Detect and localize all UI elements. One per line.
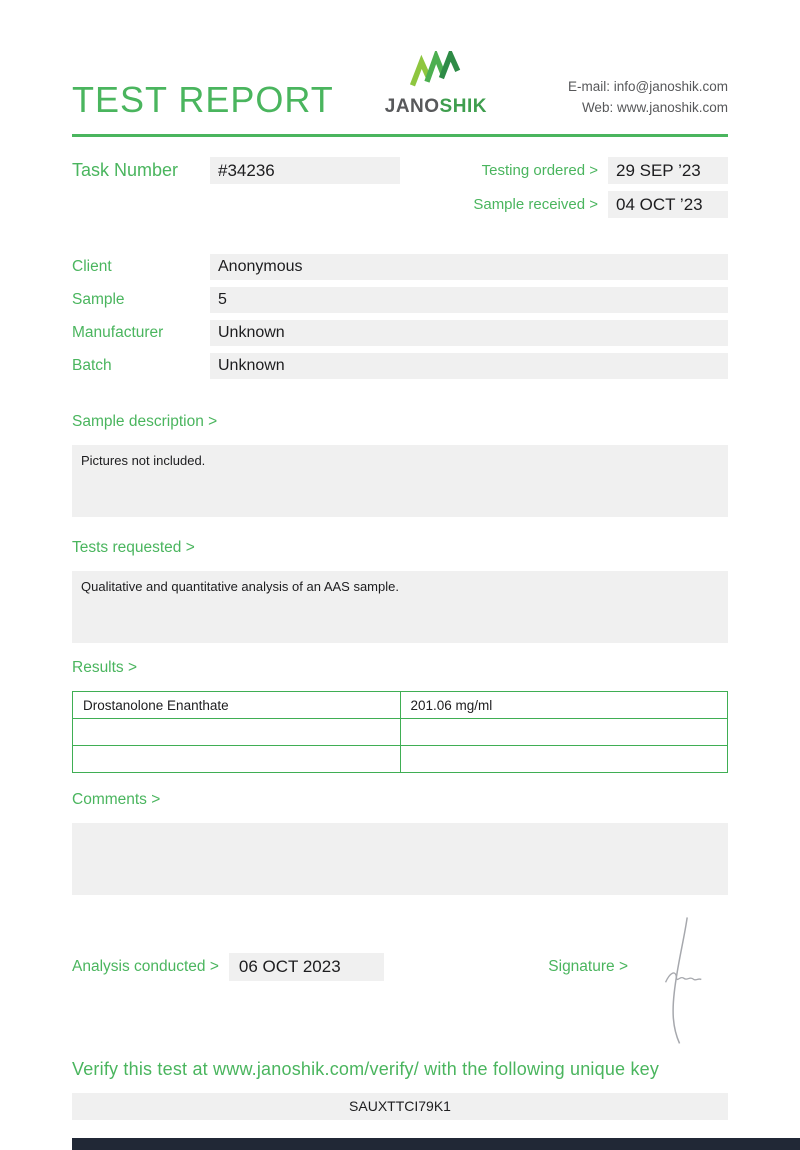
verify-key: SAUXTTCI79K1 xyxy=(72,1093,728,1120)
report-header xyxy=(72,46,728,118)
comments-box xyxy=(72,823,728,895)
janoshik-logo xyxy=(385,51,487,118)
batch-label: Batch xyxy=(72,357,112,374)
header-divider xyxy=(72,134,728,137)
sample-label: Sample xyxy=(72,291,125,308)
contact-web: Web: www.janoshik.com xyxy=(581,100,728,115)
manufacturer-row xyxy=(72,320,728,346)
results-table xyxy=(72,691,728,773)
analysis-conducted-value: 06 OCT 2023 xyxy=(229,953,384,981)
task-number-value: #34236 xyxy=(210,157,400,184)
tests-requested-heading: Tests requested > xyxy=(72,539,195,556)
logo-text-green: SHIK xyxy=(439,96,487,117)
sample-received-row xyxy=(473,191,728,218)
result-substance xyxy=(73,746,401,773)
sample-description-heading: Sample description > xyxy=(72,413,218,430)
contact-email: E-mail: info@janoshik.com xyxy=(567,79,728,94)
testing-ordered-label: Testing ordered > xyxy=(481,162,598,179)
sample-row xyxy=(72,287,728,313)
trend-chart-icon xyxy=(407,51,465,94)
testing-ordered-value: 29 SEP ’23 xyxy=(608,157,728,184)
results-heading: Results > xyxy=(72,659,138,676)
result-substance: Drostanolone Enanthate xyxy=(73,692,401,719)
analysis-conducted-label: Analysis conducted > xyxy=(72,958,219,975)
logo-wordmark xyxy=(385,96,487,118)
sample-received-label: Sample received > xyxy=(473,196,598,213)
verify-instruction: Verify this test at www.janoshik.com/verify/ with the following unique key xyxy=(72,1059,660,1079)
manufacturer-label: Manufacturer xyxy=(72,324,164,341)
sample-description-box: Pictures not included. xyxy=(72,445,728,517)
table-row xyxy=(73,692,728,719)
client-value: Anonymous xyxy=(210,254,728,280)
footer-bar xyxy=(72,1138,800,1150)
result-concentration: 201.06 mg/ml xyxy=(400,692,728,719)
result-concentration xyxy=(400,746,728,773)
manufacturer-value: Unknown xyxy=(210,320,728,346)
contact-info xyxy=(568,76,728,118)
signature-label: Signature > xyxy=(548,958,628,975)
logo-text-dark: JANO xyxy=(384,96,440,117)
table-row xyxy=(73,719,728,746)
client-label: Client xyxy=(72,258,112,275)
batch-row xyxy=(72,353,728,379)
dates-block xyxy=(473,157,728,218)
page-title: TEST REPORT xyxy=(72,79,334,120)
comments-heading: Comments > xyxy=(72,791,161,808)
client-row xyxy=(72,254,728,280)
sample-info-block xyxy=(72,254,728,379)
handwritten-signature xyxy=(638,912,718,1055)
table-row xyxy=(73,746,728,773)
sample-received-value: 04 OCT ’23 xyxy=(608,191,728,218)
testing-ordered-row xyxy=(473,157,728,184)
tests-requested-box: Qualitative and quantitative analysis of an AAS sample. xyxy=(72,571,728,643)
task-number-row xyxy=(72,157,400,184)
result-substance xyxy=(73,719,401,746)
batch-value: Unknown xyxy=(210,353,728,379)
result-concentration xyxy=(400,719,728,746)
task-number-label: Task Number xyxy=(72,160,179,180)
sample-value: 5 xyxy=(210,287,728,313)
